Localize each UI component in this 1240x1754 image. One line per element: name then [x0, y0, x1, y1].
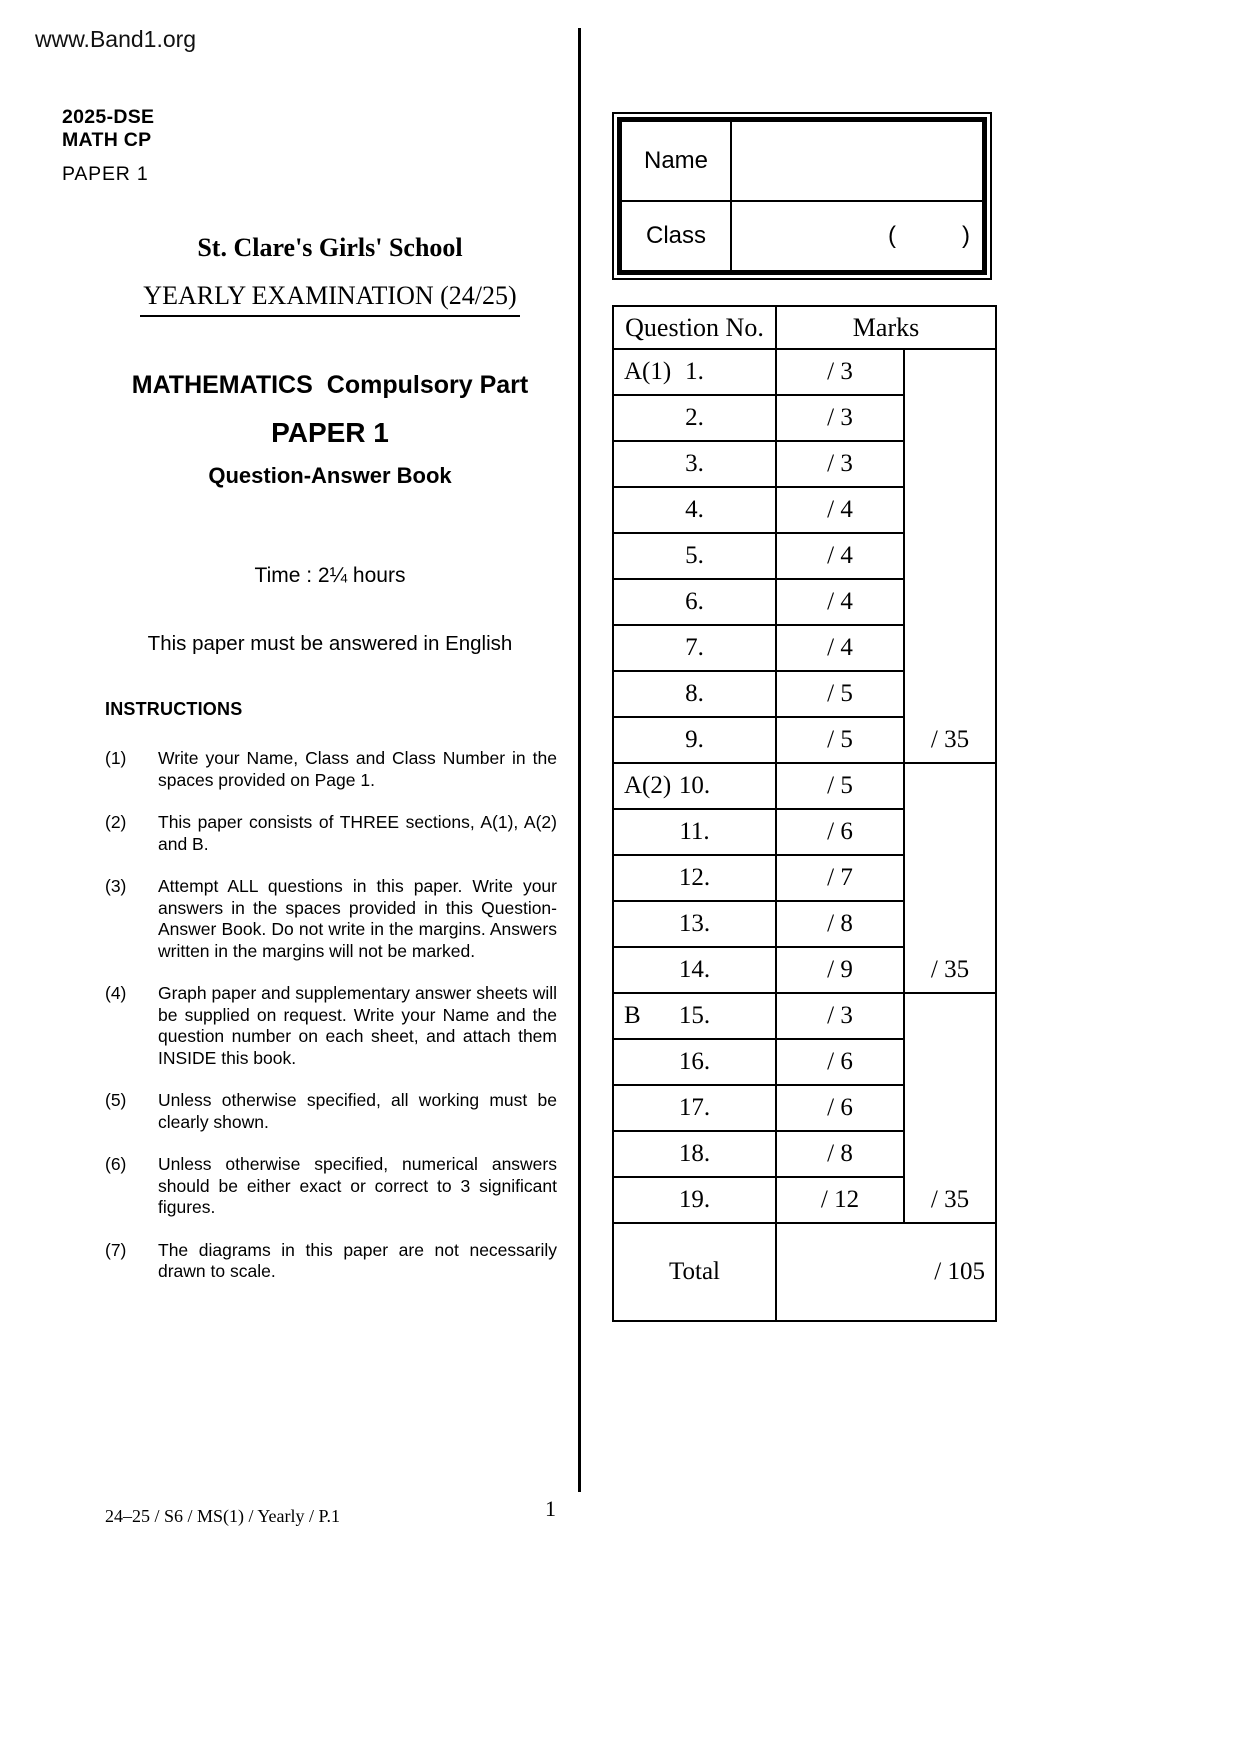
- subject-part: Compulsory Part: [326, 371, 529, 399]
- question-no-cell: [613, 1131, 776, 1177]
- question-no-cell: [613, 1039, 776, 1085]
- center-divider-line: [578, 28, 581, 1492]
- instruction-number: (4): [105, 983, 127, 1003]
- instruction-item: [105, 876, 557, 962]
- instruction-item: [105, 748, 557, 791]
- marks-cell: / 5: [776, 717, 904, 763]
- instruction-number: (3): [105, 876, 127, 896]
- total-label: Total: [613, 1223, 776, 1321]
- marks-row: [613, 349, 996, 395]
- question-number: 7.: [685, 634, 704, 661]
- exam-code-block: [62, 106, 154, 186]
- subject-name: MATHEMATICS: [131, 371, 313, 399]
- marks-cell: / 7: [776, 855, 904, 901]
- question-number: 16.: [678, 1048, 711, 1075]
- instruction-text: Write your Name, Class and Class Number in the spaces provided on Page 1.: [158, 748, 557, 790]
- marks-table-body: [613, 349, 996, 1223]
- marks-row: [613, 993, 996, 1039]
- question-number: 4.: [685, 496, 704, 523]
- question-no-cell: [613, 487, 776, 533]
- candidate-info-box: [612, 112, 992, 280]
- exam-code: 2025-DSE: [62, 106, 155, 128]
- marks-table-header-row: [613, 306, 996, 349]
- question-no-cell: [613, 763, 776, 809]
- instruction-number: (5): [105, 1090, 127, 1110]
- instruction-text: Unless otherwise specified, all working must be clearly shown.: [158, 1090, 557, 1132]
- question-no-cell: [613, 717, 776, 763]
- instruction-item: [105, 812, 557, 855]
- question-number: 5.: [685, 542, 704, 569]
- instructions-list: [105, 748, 557, 1304]
- time-allowed: Time : 2¼ hours: [254, 564, 406, 587]
- question-number: 6.: [685, 588, 704, 615]
- section-label: A(2): [624, 772, 672, 799]
- question-no-cell: [613, 855, 776, 901]
- language-note: This paper must be answered in English: [147, 632, 513, 655]
- subtotal-cell: / 35: [904, 763, 996, 993]
- question-number: 14.: [678, 956, 711, 983]
- instruction-item: [105, 1240, 557, 1283]
- marks-cell: / 4: [776, 487, 904, 533]
- marks-table: [612, 305, 997, 1322]
- instruction-item: [105, 1154, 557, 1219]
- total-marks: / 105: [776, 1223, 996, 1321]
- marks-cell: / 6: [776, 809, 904, 855]
- question-number: 11.: [679, 818, 710, 845]
- instruction-text: This paper consists of THREE sections, A(1), A(2) and B.: [158, 812, 557, 854]
- instructions-heading: INSTRUCTIONS: [105, 699, 243, 719]
- question-number: 1.: [685, 358, 704, 385]
- marks-cell: / 4: [776, 579, 904, 625]
- subject-code: MATH CP: [62, 129, 152, 151]
- question-no-cell: [613, 671, 776, 717]
- instruction-number: (6): [105, 1154, 127, 1174]
- website-watermark: www.Band1.org: [35, 26, 197, 52]
- question-no-cell: [613, 1177, 776, 1223]
- marks-row: [613, 763, 996, 809]
- class-number-paren-open: (: [888, 222, 896, 250]
- subject-title: [80, 371, 580, 400]
- question-number: 12.: [678, 864, 711, 891]
- paper-code-label: PAPER 1: [62, 163, 149, 185]
- book-title: Question-Answer Book: [208, 463, 452, 488]
- marks-cell: / 8: [776, 1131, 904, 1177]
- class-label: Class: [622, 202, 732, 270]
- question-number: 9.: [685, 726, 704, 753]
- marks-cell: / 3: [776, 395, 904, 441]
- question-no-cell: [613, 579, 776, 625]
- question-number: 15.: [678, 1002, 711, 1029]
- question-no-cell: [613, 441, 776, 487]
- instruction-text: Graph paper and supplementary answer sheets will be supplied on request. Write your Name and the question number on each sheet, and attach them INSIDE this book.: [158, 983, 557, 1068]
- marks-cell: / 8: [776, 901, 904, 947]
- question-number: 10.: [678, 772, 711, 799]
- question-no-cell: [613, 625, 776, 671]
- marks-cell: / 3: [776, 441, 904, 487]
- subtotal-cell: / 35: [904, 349, 996, 763]
- marks-cell: / 5: [776, 671, 904, 717]
- instruction-number: (2): [105, 812, 127, 832]
- question-number: 13.: [678, 910, 711, 937]
- marks-cell: / 4: [776, 533, 904, 579]
- question-no-cell: [613, 809, 776, 855]
- marks-cell: / 3: [776, 349, 904, 395]
- paper-title: PAPER 1: [271, 417, 389, 448]
- school-name: St. Clare's Girls' School: [197, 233, 463, 262]
- page-number: 1: [545, 1496, 556, 1521]
- section-label: B: [624, 1002, 641, 1029]
- marks-cell: / 6: [776, 1085, 904, 1131]
- candidate-info-box-inner: [617, 117, 987, 275]
- marks-cell: / 5: [776, 763, 904, 809]
- instruction-text: The diagrams in this paper are not necessarily drawn to scale.: [158, 1239, 557, 1281]
- marks-cell: / 4: [776, 625, 904, 671]
- subtotal-cell: / 35: [904, 993, 996, 1223]
- question-number: 2.: [685, 404, 704, 431]
- footer-reference: 24–25 / S6 / MS(1) / Yearly / P.1: [105, 1506, 341, 1526]
- instruction-number: (7): [105, 1239, 127, 1260]
- question-no-cell: [613, 1085, 776, 1131]
- exam-title: YEARLY EXAMINATION (24/25): [80, 281, 580, 317]
- question-no-cell: [613, 993, 776, 1039]
- instruction-item: [105, 983, 557, 1069]
- question-number: 18.: [678, 1140, 711, 1167]
- question-no-cell: [613, 901, 776, 947]
- question-number: 3.: [685, 450, 704, 477]
- class-number-paren-close: ): [962, 222, 970, 250]
- instruction-number: (1): [105, 748, 127, 768]
- name-field: [732, 122, 982, 200]
- class-row: [622, 202, 982, 270]
- marks-cell: / 3: [776, 993, 904, 1039]
- instruction-item: [105, 1090, 557, 1133]
- name-label: Name: [622, 122, 732, 200]
- section-label: A(1): [624, 358, 672, 385]
- marks-cell: / 9: [776, 947, 904, 993]
- name-row: [622, 122, 982, 202]
- question-no-cell: [613, 349, 776, 395]
- marks-cell: / 12: [776, 1177, 904, 1223]
- question-no-cell: [613, 533, 776, 579]
- question-no-cell: [613, 947, 776, 993]
- question-no-header: Question No.: [613, 306, 776, 349]
- total-row: [613, 1223, 996, 1321]
- marks-header: Marks: [776, 306, 996, 349]
- question-number: 17.: [678, 1094, 711, 1121]
- marks-cell: / 6: [776, 1039, 904, 1085]
- question-number: 8.: [685, 680, 704, 707]
- class-field: [732, 202, 982, 270]
- question-no-cell: [613, 395, 776, 441]
- question-number: 19.: [678, 1186, 711, 1213]
- instruction-text: Unless otherwise specified, numerical answers should be either exact or correct to 3 significant figures.: [158, 1154, 557, 1217]
- instruction-text: Attempt ALL questions in this paper. Write your answers in the spaces provided in this Question-Answer Book. Do not write in the margins. Answers written in the margins will not be marked.: [158, 876, 557, 961]
